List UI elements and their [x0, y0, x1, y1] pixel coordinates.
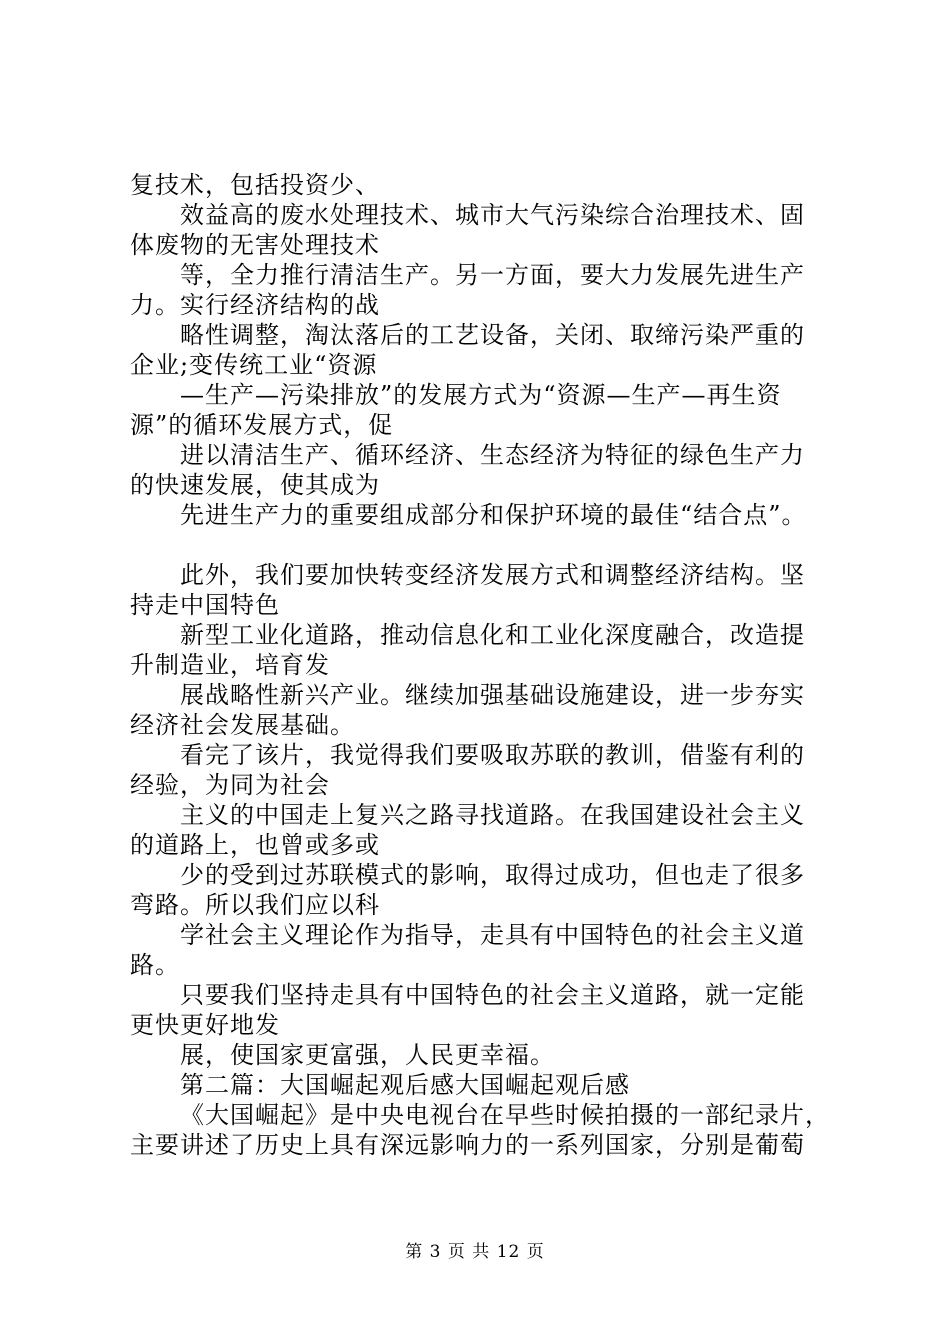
text-line: 略性调整，淘汰落后的工艺设备，关闭、取缔污染严重的 — [180, 321, 805, 349]
text-line: 体废物的无害处理技术 — [130, 231, 380, 259]
text-line: 《大国崛起》是中央电视台在早些时候拍摄的一部纪录片， — [180, 1101, 830, 1129]
text-line: 效益高的废水处理技术、城市大气污染综合治理技术、固 — [180, 201, 805, 229]
document-body — [130, 170, 850, 1160]
text-line: 等，全力推行清洁生产。另一方面，要大力发展先进生产 — [180, 261, 805, 289]
text-line: 企业;变传统工业“资源 — [130, 351, 378, 379]
text-line: 的快速发展，使其成为 — [130, 471, 380, 499]
text-line: 路。 — [130, 951, 180, 979]
text-line: 持走中国特色 — [130, 591, 280, 619]
text-line: 先进生产力的重要组成部分和保护环境的最佳“结合点”。 — [180, 501, 807, 529]
text-line: 升制造业，培育发 — [130, 651, 330, 679]
text-line: 此外，我们要加快转变经济发展方式和调整经济结构。坚 — [180, 561, 805, 589]
text-line: 弯路。所以我们应以科 — [130, 891, 380, 919]
text-line: 展，使国家更富强，人民更幸福。 — [180, 1041, 555, 1069]
text-line: 只要我们坚持走具有中国特色的社会主义道路，就一定能 — [180, 981, 805, 1009]
section-heading: 第二篇：大国崛起观后感大国崛起观后感 — [180, 1071, 630, 1099]
paragraph-gap — [130, 530, 850, 560]
text-line: 复技术，包括投资少、 — [130, 171, 380, 199]
text-line: 的道路上，也曾或多或 — [130, 831, 380, 859]
text-line: 源”的循环发展方式，促 — [130, 411, 394, 439]
text-line: 经验，为同为社会 — [130, 771, 330, 799]
text-line: 看完了该片，我觉得我们要吸取苏联的教训，借鉴有利的 — [180, 741, 805, 769]
text-line: 更快更好地发 — [130, 1011, 280, 1039]
text-line: 展战略性新兴产业。继续加强基础设施建设，进一步夯实 — [180, 681, 805, 709]
text-line: 少的受到过苏联模式的影响，取得过成功，但也走了很多 — [180, 861, 805, 889]
text-line: 学社会主义理论作为指导，走具有中国特色的社会主义道 — [180, 921, 805, 949]
text-line: 力。实行经济结构的战 — [130, 291, 380, 319]
text-line: 经济社会发展基础。 — [130, 711, 355, 739]
text-line: 主义的中国走上复兴之路寻找道路。在我国建设社会主义 — [180, 801, 805, 829]
text-line: 新型工业化道路，推动信息化和工业化深度融合，改造提 — [180, 621, 805, 649]
text-line: —生产—污染排放”的发展方式为“资源—生产—再生资 — [180, 381, 782, 409]
page-number-footer: 第 3 页 共 12 页 — [405, 1242, 545, 1262]
text-line: 主要讲述了历史上具有深远影响力的一系列国家，分别是葡萄 — [130, 1131, 805, 1159]
text-line: 进以清洁生产、循环经济、生态经济为特征的绿色生产力 — [180, 441, 805, 469]
